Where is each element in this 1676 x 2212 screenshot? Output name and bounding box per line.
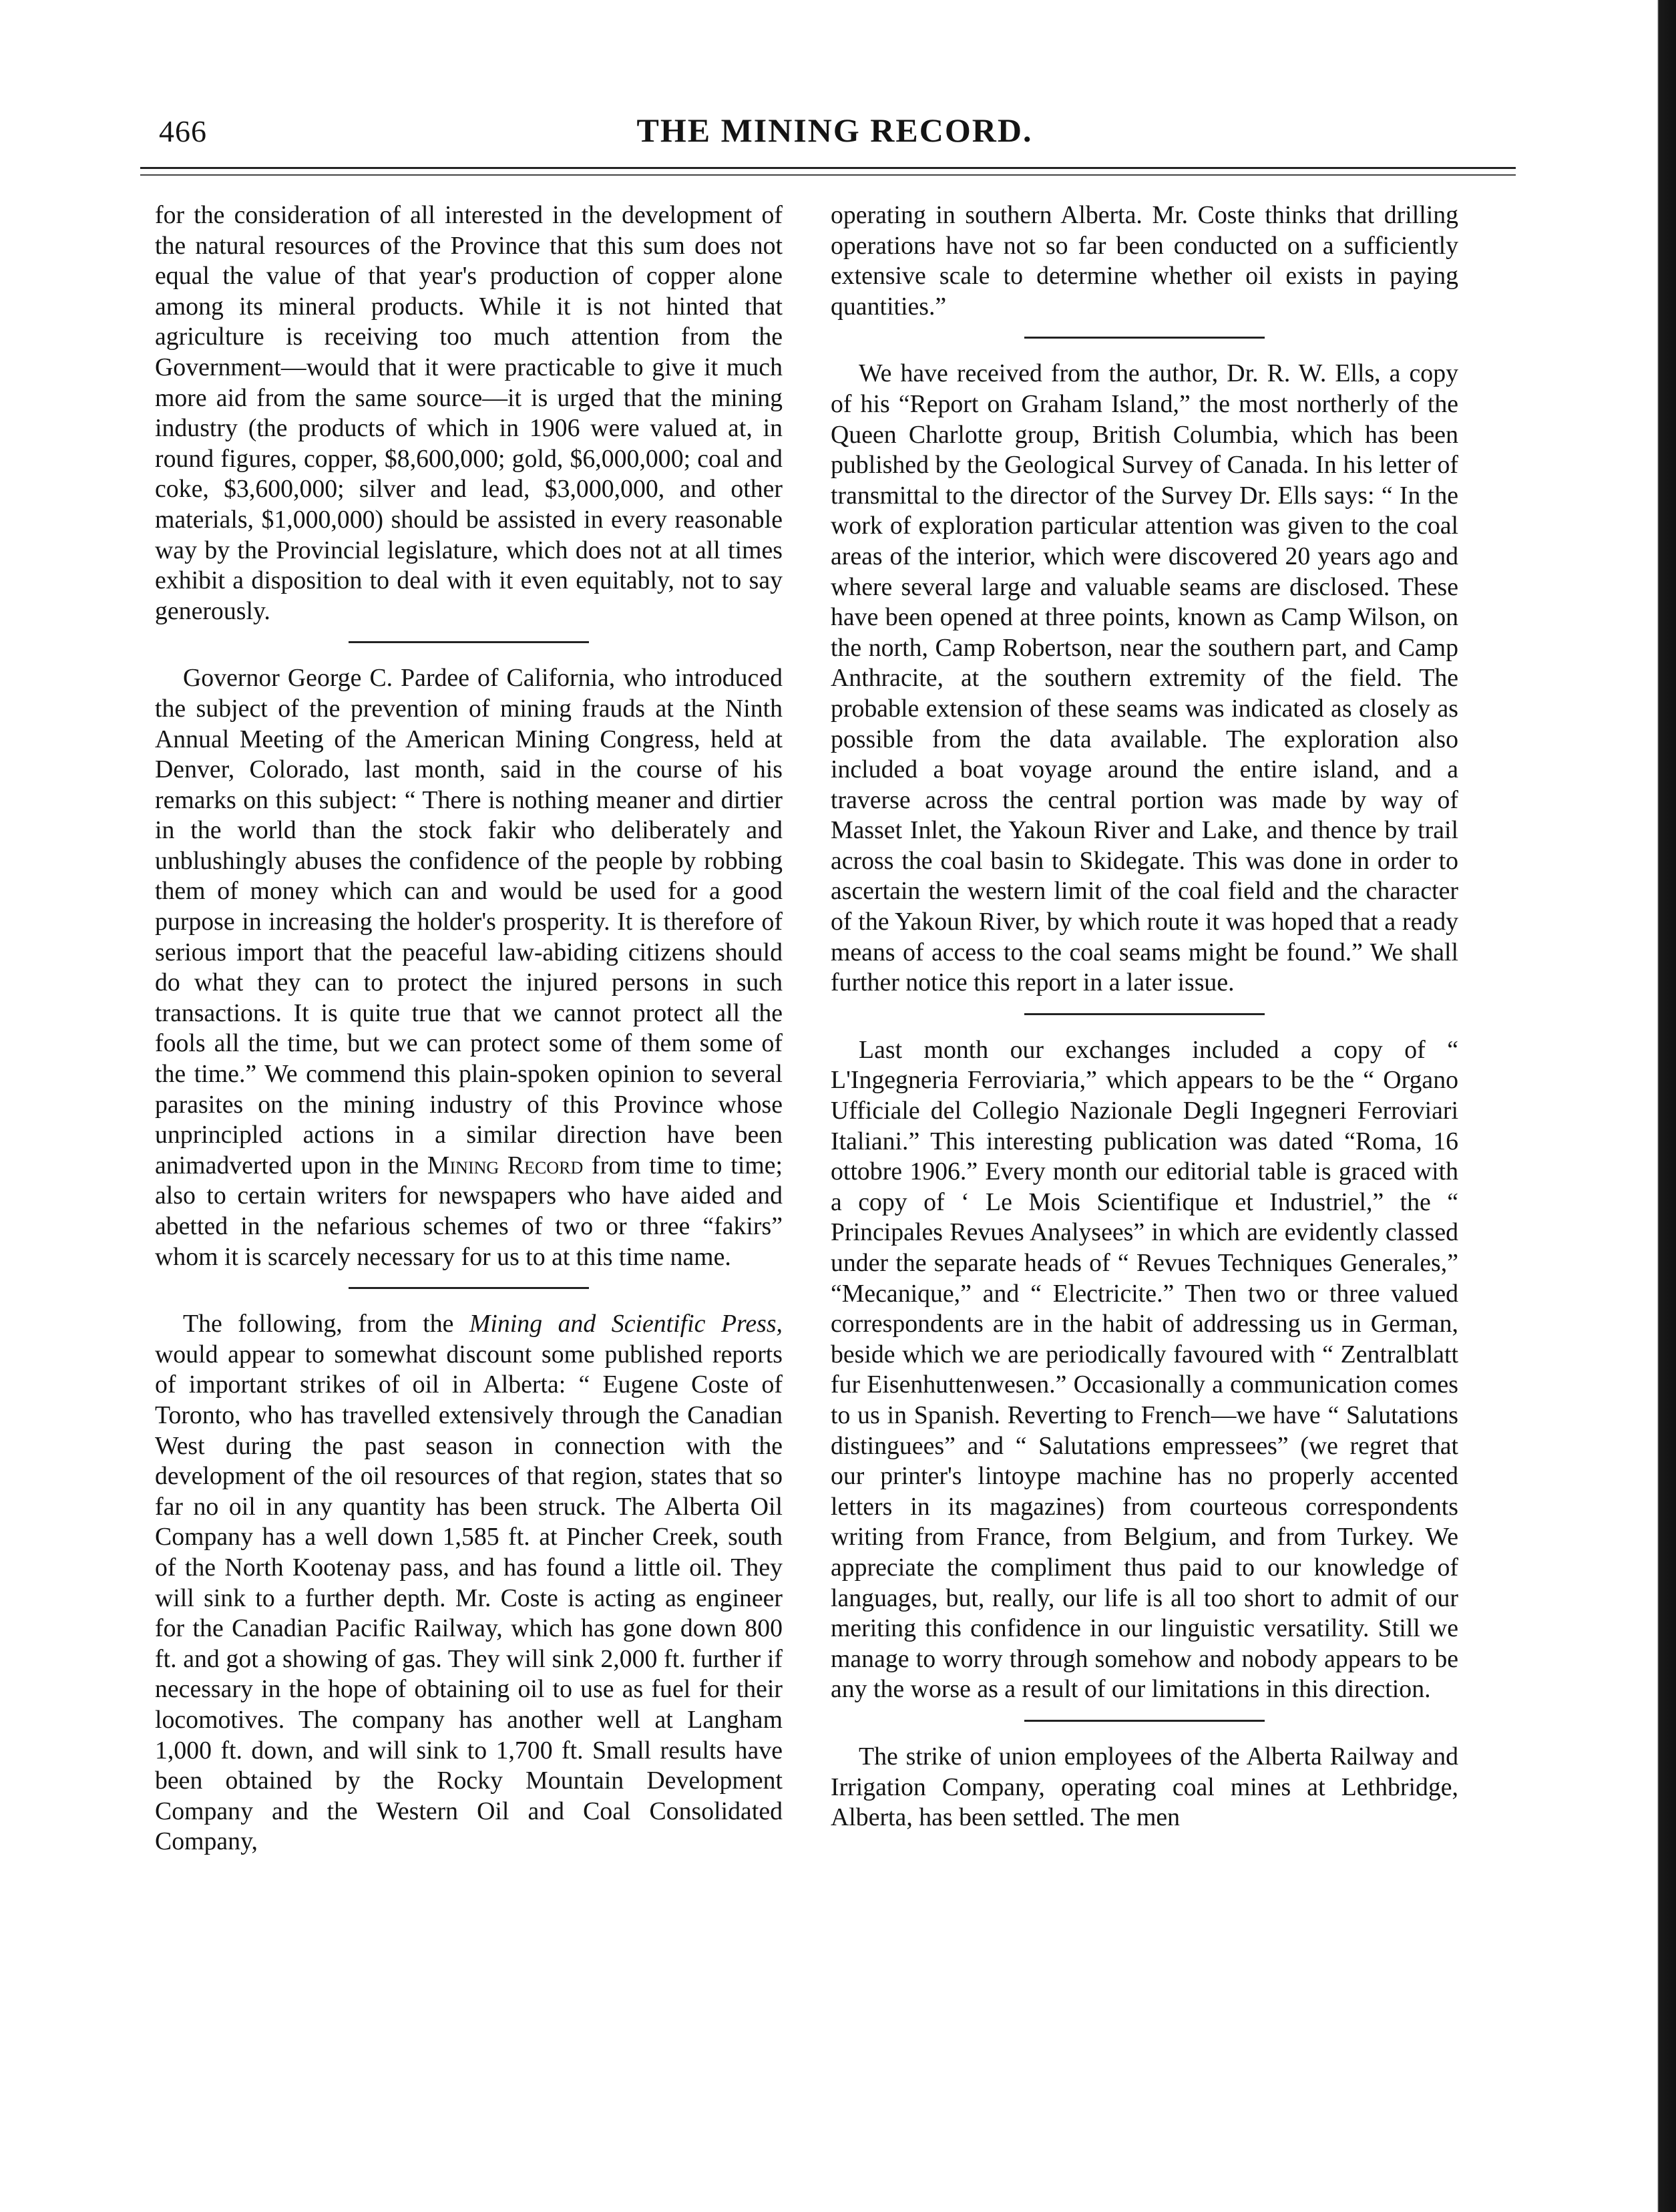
running-title: THE MINING RECORD.: [636, 112, 1033, 149]
section-divider: [1024, 337, 1265, 339]
left-column: [155, 200, 783, 1857]
paragraph-oil-continued: operating in southern Alberta. Mr. Coste thinks that drilling operations have not so far been conducted on a sufficiently extensive scale to determine whether oil exists in paying quantities.”: [831, 201, 1458, 321]
paragraph-foreign-exchanges: Last month our exchanges included a copy of “ L'Ingegneria Ferroviaria,” which appears to be the “ Organo Ufficiale del Collegio Nazionale Degli Ingegneri Ferroviari Italiani.” This interesting publication was dated “Roma, 16 ottobre 1906.” Every month our editorial table is graced with a copy of ‘ Le Mois Scientifique et Industriel,” the “ Principales Revues Analysees” in which are evidently classed under the separate heads of “ Revues Techniques Generales,” “Mecanique,” and “ Electricite.” Then two or three valued correspondents are in the habit of addressing us in German, beside which we are periodically favoured with “ Zentralblatt fur Eisenhuttenwesen.” Occasionally a communication comes to us in Spanish. Reverting to French—we have “ Salutations distinguees” and “ Salutations empressees” (we regret that our printer's lintoype machine has no properly accented letters in its magazines) from courteous correspondents writing from France, from Belgium, and from Turkey. We appreciate the compliment thus paid to our knowledge of languages, but, really, our life is all too short to admit of our meriting this confidence in our linguistic versatility. Still we manage to worry through somehow and nobody appears to be any the worse as a result of our limitations in this direction.: [831, 1035, 1458, 1704]
publication-name-mining-record: Mining Record: [427, 1151, 584, 1179]
paragraph-graham-island-report: We have received from the author, Dr. R. W. Ells, a copy of his “Report on Graham Island,” the most northerly of the Queen Charlotte group, British Columbia, which has been published by the Geological Survey of Canada. In his letter of transmittal to the director of the Survey Dr. Ells says: “ In the work of exploration particular attention was given to the coal areas of the interior, which were discovered 20 years ago and where several large and valuable seams are disclosed. These have been opened at three points, known as Camp Wilson, on the north, Camp Robertson, near the southern part, and Camp Anthracite, at the southern extremity of the field. The probable extension of these seams was indicated as closely as possible from the data available. The exploration also included a boat voyage around the entire island, and a traverse across the central portion was made by way of Masset Inlet, the Yakoun River and Lake, and thence by trail across the coal basin to Skidegate. This was done in order to ascertain the western limit of the coal field and the character of the Yakoun River, by which route it was hoped that a ready means of access to the coal seams might be found.” We shall further notice this report in a later issue.: [831, 359, 1458, 997]
paragraph-mining-industry-aid: for the consideration of all interested in the development of the natural resources of the Province that this sum does not equal the value of that year's production of copper alone among its mineral products. While it is not hinted that agriculture is receiving too much attention from the Government—would that it were practicable to give it much more aid from the same source—it is urged that the mining industry (the products of which in 1906 were valued at, in round figures, copper, $8,600,000; gold, $6,000,000; coal and coke, $3,600,000; silver and lead, $3,000,000, and other materials, $1,000,000) should be assisted in every reasonable way by the Provincial legislature, which does not at all times exhibit a disposition to deal with it even equitably, not to say generously.: [155, 201, 783, 625]
paragraph-text: The following, from the: [183, 1310, 454, 1338]
section-divider: [1024, 1720, 1265, 1722]
page-header: [154, 107, 1516, 160]
paragraph-mining-frauds: [155, 663, 783, 1272]
section-divider: [349, 641, 589, 643]
scan-edge-shadow: [1649, 0, 1676, 2212]
section-divider: [349, 1287, 589, 1289]
section-divider: [1024, 1013, 1265, 1015]
publication-name-mining-press: Mining and Scientific Press,: [469, 1310, 783, 1338]
header-rule: [140, 167, 1516, 176]
page-number: 466: [159, 114, 207, 148]
paragraph-alberta-oil: [155, 1309, 783, 1857]
paragraph-text: from time to time; also to certain writers for newspapers who have aided and abetted in the nefarious schemes of two or three “fakirs” whom it is scarcely necessary for us to at this time name.: [155, 1151, 783, 1271]
paragraph-text: would appear to somewhat discount some published reports of important strikes of oil in Alberta: “ Eugene Coste of Toronto, who has travelled extensively through the Canadian West during the past season in connection with the development of the oil resources of that region, states that so far no oil in any quantity has been struck. The Alberta Oil Company has a well down 1,585 ft. at Pincher Creek, south of the North Kootenay pass, and has found a little oil. They will sink to a further depth. Mr. Coste is acting as engineer for the Canadian Pacific Railway, which has gone down 800 ft. and got a showing of gas. They will sink 2,000 ft. further if necessary in the hope of obtaining oil to use as fuel for their locomotives. The company has another well at Langham 1,000 ft. down, and will sink to 1,700 ft. Small results have been obtained by the Rocky Mountain Development Company and the Western Oil and Coal Consolidated Company,: [155, 1340, 783, 1856]
paragraph-alberta-strike: The strike of union employees of the Alberta Railway and Irrigation Company, operating coal mines at Lethbridge, Alberta, has been settled. The men: [831, 1742, 1458, 1832]
paragraph-text: Governor George C. Pardee of California, who introduced the subject of the prevention of mining frauds at the Ninth Annual Meeting of the American Mining Congress, held at Denver, Colorado, last month, said in the course of his remarks on this subject: “ There is nothing meaner and dirtier in the world than the stock fakir who deliberately and unblushingly abuses the confidence of the people by robbing them of money which can and would be used for a good purpose in increasing the holder's prosperity. It is therefore of serious import that the peaceful law-abiding citizens should do what they can to protect the injured persons in such transactions. It is quite true that we cannot protect all the fools all the time, but we can protect some of them some of the time.” We commend this plain-spoken opinion to several parasites on the mining industry of this Province whose unprincipled actions in a similar direction have been animadverted upon in the: [155, 664, 783, 1179]
right-column: [831, 200, 1458, 1833]
